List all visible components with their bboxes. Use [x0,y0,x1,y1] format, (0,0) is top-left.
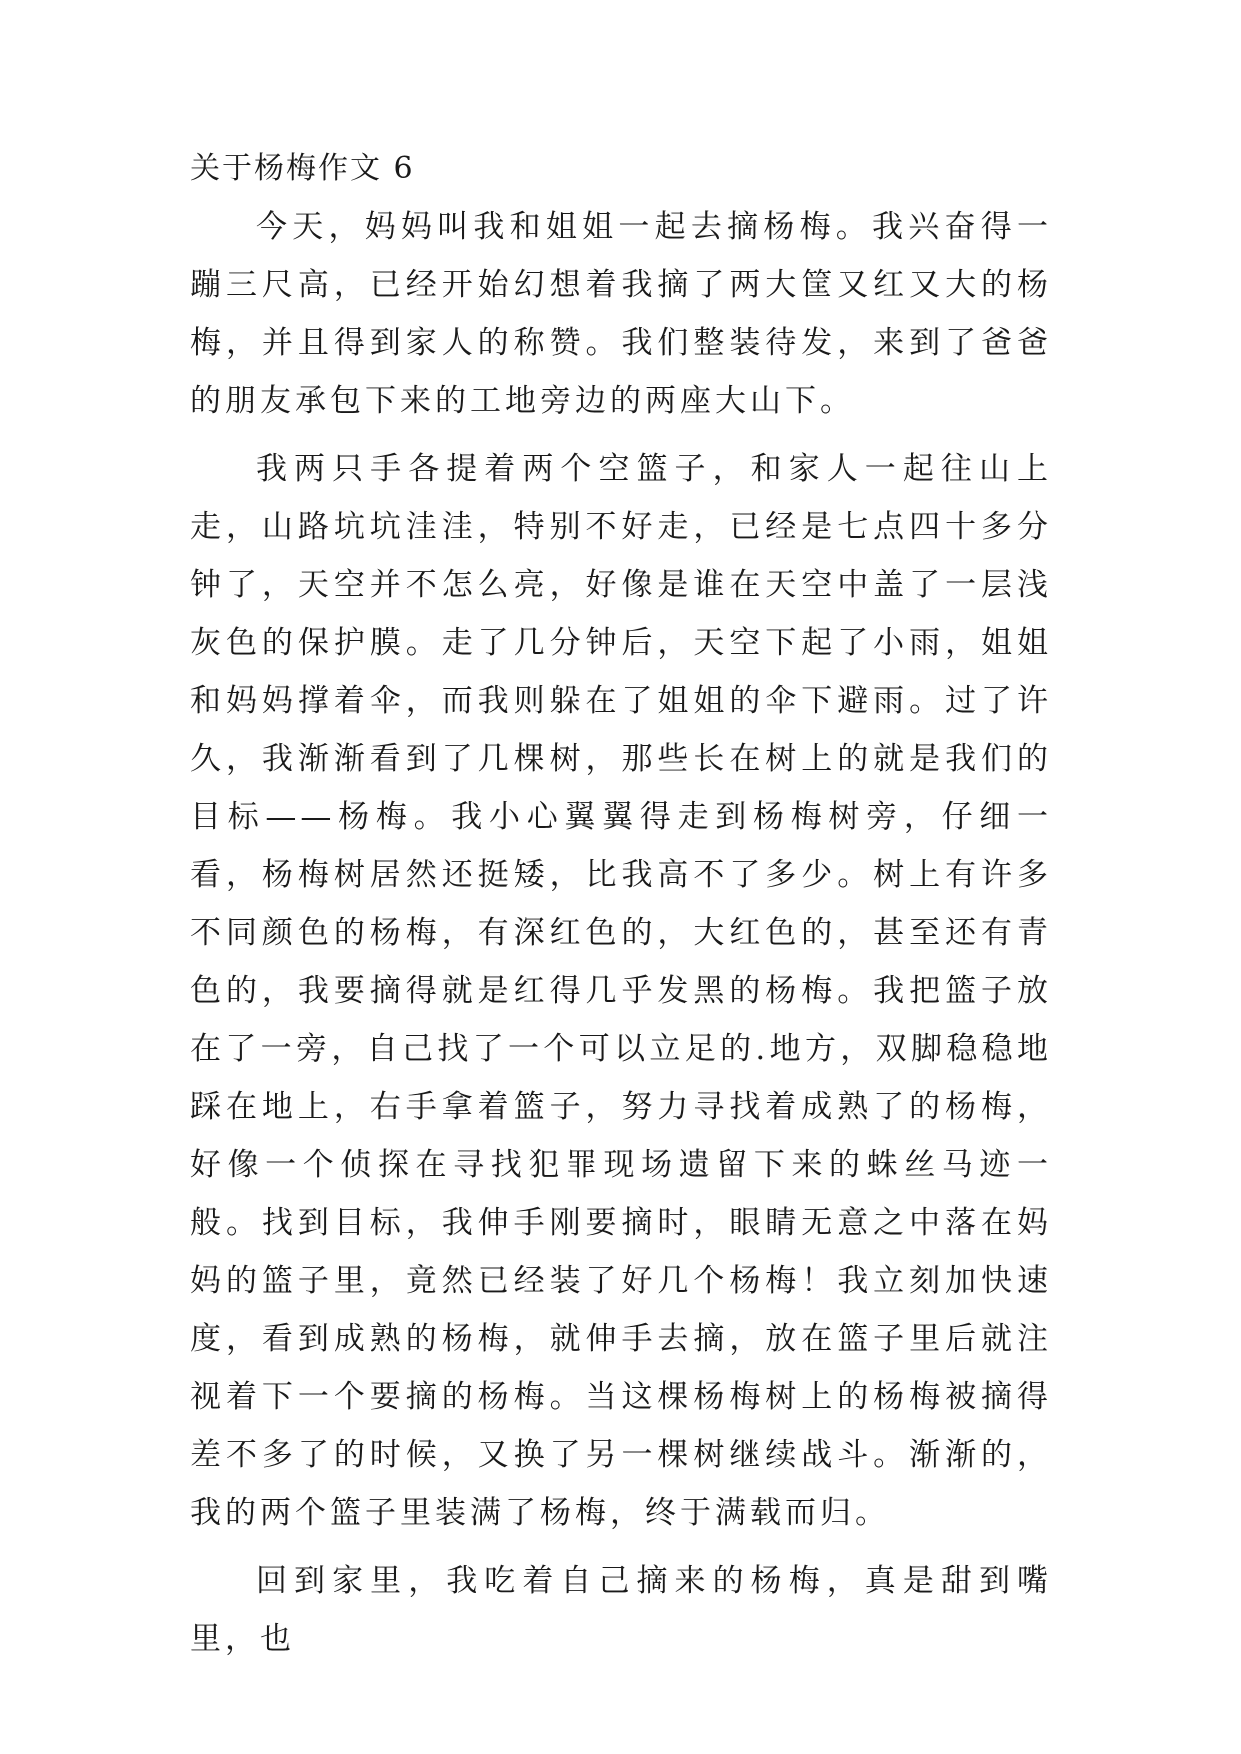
paragraph-3: 回到家里，我吃着自己摘来的杨梅，真是甜到嘴里，也 [190,1563,1052,1657]
paragraph-2: 我两只手各提着两个空篮子，和家人一起往山上走，山路坑坑洼洼，特别不好走，已经是七点四十多分钟了，天空并不怎么亮，好像是谁在天空中盖了一层浅灰色的保护膜。走了几分钟后，天空下起了小雨，姐姐和妈妈撑着伞，而我则躲在了姐姐的伞下避雨。过了许久，我渐渐看到了几棵树，那些长在树上的就是我们的目标——杨梅。我小心翼翼得走到杨梅树旁，仔细一看，杨梅树居然还挺矮，比我高不了多少。树上有许多不同颜色的杨梅，有深红色的，大红色的，甚至还有青色的，我要摘得就是红得几乎发黑的杨梅。我把篮子放在了一旁，自己找了一个可以立足的.地方，双脚稳稳地踩在地上，右手拿着篮子，努力寻找着成熟了的杨梅，好像一个侦探在寻找犯罪现场遗留下来的蛛丝马迹一般。找到目标，我伸手刚要摘时，眼睛无意之中落在妈妈的篮子里，竟然已经装了好几个杨梅！我立刻加快速度，看到成熟的杨梅，就伸手去摘，放在篮子里后就注视着下一个要摘的杨梅。当这棵杨梅树上的杨梅被摘得差不多了的时候，又换了另一棵树继续战斗。渐渐的，我的两个篮子里装满了杨梅，终于满载而归。 [190,451,1052,1531]
paragraph-1: 今天，妈妈叫我和姐姐一起去摘杨梅。我兴奋得一蹦三尺高，已经开始幻想着我摘了两大筐又红又大的杨梅，并且得到家人的称赞。我们整装待发，来到了爸爸的朋友承包下来的工地旁边的两座大山下。 [190,209,1052,419]
document-body [190,140,1052,1668]
document-title: 关于杨梅作文 6 [190,151,415,186]
